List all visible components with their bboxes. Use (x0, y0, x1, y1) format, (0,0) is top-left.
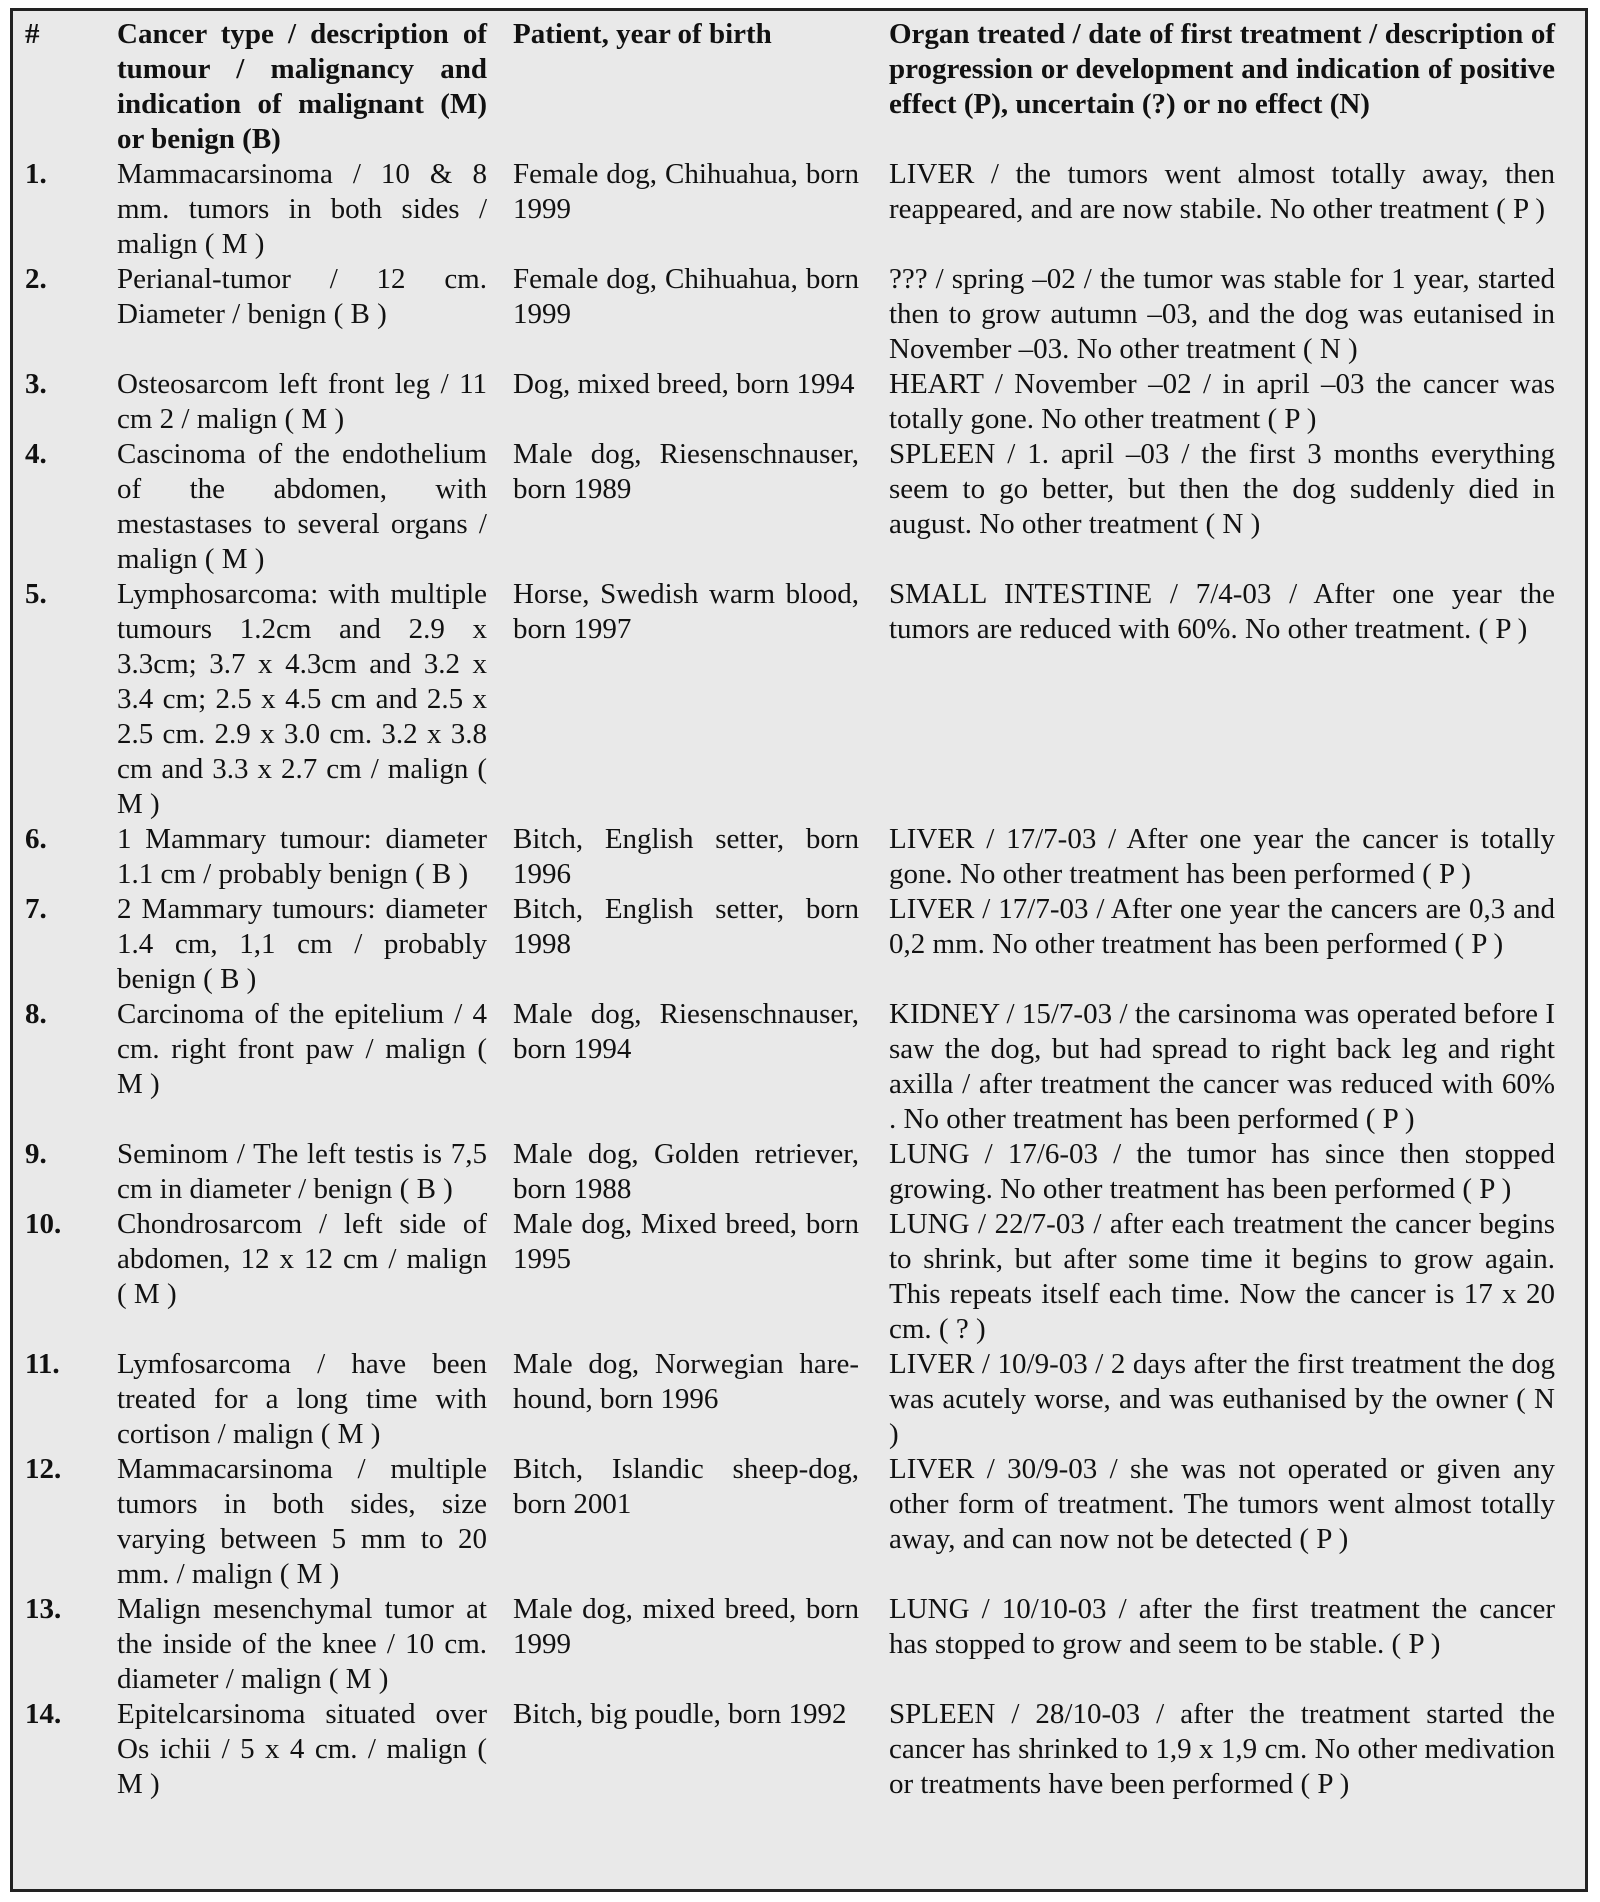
cancer-type-cell: Malign mesenchymal tumor at the inside of the knee / 10 cm. diameter / malign ( M ) (117, 1593, 487, 1695)
row-number: 8. (25, 998, 47, 1030)
row-number: 7. (25, 893, 47, 925)
cases-table (13, 11, 1585, 1802)
header-cancer-type: Cancer type / description of tumour / malignancy and indication of malignant (M) or benign (B) (117, 18, 487, 155)
row-number: 4. (25, 438, 47, 470)
cancer-type-cell: 1 Mammary tumour: diameter 1.1 cm / probably benign ( B ) (117, 823, 487, 890)
row-number: 1. (25, 158, 47, 190)
header-row (13, 11, 1585, 157)
organ-treated-cell: LIVER / 17/7-03 / After one year the cancer is totally gone. No other treatment has been performed ( P ) (889, 823, 1555, 890)
table-row (13, 262, 1585, 367)
patient-cell: Male dog, Mixed breed, born 1995 (513, 1208, 859, 1275)
cancer-type-cell: Lymfosarcoma / have been treated for a long time with cortison / malign ( M ) (117, 1348, 487, 1450)
organ-treated-cell: KIDNEY / 15/7-03 / the carsinoma was operated before I saw the dog, but had spread to right back leg and right axilla / after treatment the cancer was reduced with 60% . No other treatment has been performed ( P ) (889, 998, 1555, 1135)
row-number: 9. (25, 1138, 47, 1170)
patient-cell: Female dog, Chihuahua, born 1999 (513, 263, 859, 330)
cancer-type-cell: Perianal-tumor / 12 cm. Diameter / benign ( B ) (117, 263, 487, 330)
table-row (13, 1207, 1585, 1347)
header-patient: Patient, year of birth (513, 18, 772, 50)
row-number: 14. (25, 1698, 62, 1730)
cancer-type-cell: Cascinoma of the endothelium of the abdomen, with mestastases to several organs / malign ( M ) (117, 438, 487, 575)
organ-treated-cell: LIVER / 10/9-03 / 2 days after the first treatment the dog was acutely worse, and was euthanised by the owner ( N ) (889, 1348, 1555, 1450)
table-row (13, 437, 1585, 577)
patient-cell: Dog, mixed breed, born 1994 (513, 368, 855, 400)
cancer-type-cell: 2 Mammary tumours: diameter 1.4 cm, 1,1 cm / probably benign ( B ) (117, 893, 487, 995)
patient-cell: Bitch, English setter, born 1998 (513, 893, 859, 960)
row-number: 6. (25, 823, 47, 855)
patient-cell: Female dog, Chihuahua, born 1999 (513, 158, 859, 225)
table-row (13, 367, 1585, 437)
organ-treated-cell: SPLEEN / 1. april –03 / the first 3 months everything seem to go better, but then the dog suddenly died in august. No other treatment ( N ) (889, 438, 1555, 540)
row-number: 3. (25, 368, 47, 400)
organ-treated-cell: LUNG / 17/6-03 / the tumor has since then stopped growing. No other treatment has been performed ( P ) (889, 1138, 1555, 1205)
table-row (13, 1592, 1585, 1697)
row-number: 2. (25, 263, 47, 295)
cancer-type-cell: Seminom / The left testis is 7,5 cm in diameter / benign ( B ) (117, 1138, 487, 1205)
table-row (13, 892, 1585, 997)
organ-treated-cell: ??? / spring –02 / the tumor was stable for 1 year, started then to grow autumn –03, and the dog was eutanised in November –03. No other treatment ( N ) (889, 263, 1555, 365)
header-num: # (25, 18, 40, 50)
table-row (13, 157, 1585, 262)
organ-treated-cell: SPLEEN / 28/10-03 / after the treatment started the cancer has shrinked to 1,9 x 1,9 cm. No other medivation or treatments have been performed ( P ) (889, 1698, 1555, 1800)
cancer-type-cell: Epitelcarsinoma situated over Os ichii / 5 x 4 cm. / malign ( M ) (117, 1698, 487, 1800)
patient-cell: Bitch, Islandic sheep-dog, born 2001 (513, 1453, 859, 1520)
patient-cell: Male dog, Riesenschnauser, born 1994 (513, 998, 859, 1065)
organ-treated-cell: LIVER / 30/9-03 / she was not operated or given any other form of treatment. The tumors went almost totally away, and can now not be detected ( P ) (889, 1453, 1555, 1555)
patient-cell: Male dog, mixed breed, born 1999 (513, 1593, 859, 1660)
organ-treated-cell: HEART / November –02 / in april –03 the cancer was totally gone. No other treatment ( P ) (889, 368, 1555, 435)
organ-treated-cell: SMALL INTESTINE / 7/4-03 / After one year the tumors are reduced with 60%. No other treatment. ( P ) (889, 578, 1555, 645)
table-row (13, 822, 1585, 892)
cancer-type-cell: Lymphosarcoma: with multiple tumours 1.2cm and 2.9 x 3.3cm; 3.7 x 4.3cm and 3.2 x 3.4 cm; 2.5 x 4.5 cm and 2.5 x 2.5 cm. 2.9 x 3.0 cm. 3.2 x 3.8 cm and 3.3 x 2.7 cm / malign ( M ) (117, 578, 487, 820)
row-number: 12. (25, 1453, 62, 1485)
patient-cell: Horse, Swedish warm blood, born 1997 (513, 578, 859, 645)
organ-treated-cell: LUNG / 22/7-03 / after each treatment the cancer begins to shrink, but after some time it begins to grow again. This repeats itself each time. Now the cancer is 17 x 20 cm. ( ? ) (889, 1208, 1555, 1345)
row-number: 13. (25, 1593, 62, 1625)
table-row (13, 1697, 1585, 1802)
header-organ-treated: Organ treated / date of first treatment / description of progression or development and indication of positive effect (P), uncertain (?) or no effect (N) (889, 18, 1555, 120)
organ-treated-cell: LUNG / 10/10-03 / after the first treatment the cancer has stopped to grow and seem to be stable. ( P ) (889, 1593, 1555, 1660)
cancer-type-cell: Mammacarsinoma / multiple tumors in both sides, size varying between 5 mm to 20 mm. / malign ( M ) (117, 1453, 487, 1590)
table-row (13, 1347, 1585, 1452)
row-number: 11. (25, 1348, 60, 1380)
table-frame (10, 8, 1588, 1892)
table-row (13, 577, 1585, 822)
row-number: 5. (25, 578, 47, 610)
cancer-type-cell: Osteosarcom left front leg / 11 cm 2 / malign ( M ) (117, 368, 487, 435)
patient-cell: Male dog, Norwegian hare-hound, born 1996 (513, 1348, 859, 1415)
cancer-type-cell: Carcinoma of the epitelium / 4 cm. right front paw / malign ( M ) (117, 998, 487, 1100)
row-number: 10. (25, 1208, 62, 1240)
patient-cell: Male dog, Riesenschnauser, born 1989 (513, 438, 859, 505)
table-row (13, 1452, 1585, 1592)
cancer-type-cell: Chondrosarcom / left side of abdomen, 12 x 12 cm / malign ( M ) (117, 1208, 487, 1310)
table-row (13, 1137, 1585, 1207)
table-row (13, 997, 1585, 1137)
patient-cell: Bitch, big poudle, born 1992 (513, 1698, 847, 1730)
cancer-type-cell: Mammacarsinoma / 10 & 8 mm. tumors in both sides / malign ( M ) (117, 158, 487, 260)
organ-treated-cell: LIVER / the tumors went almost totally away, then reappeared, and are now stabile. No other treatment ( P ) (889, 158, 1555, 225)
organ-treated-cell: LIVER / 17/7-03 / After one year the cancers are 0,3 and 0,2 mm. No other treatment has been performed ( P ) (889, 893, 1555, 960)
patient-cell: Bitch, English setter, born 1996 (513, 823, 859, 890)
patient-cell: Male dog, Golden retriever, born 1988 (513, 1138, 859, 1205)
